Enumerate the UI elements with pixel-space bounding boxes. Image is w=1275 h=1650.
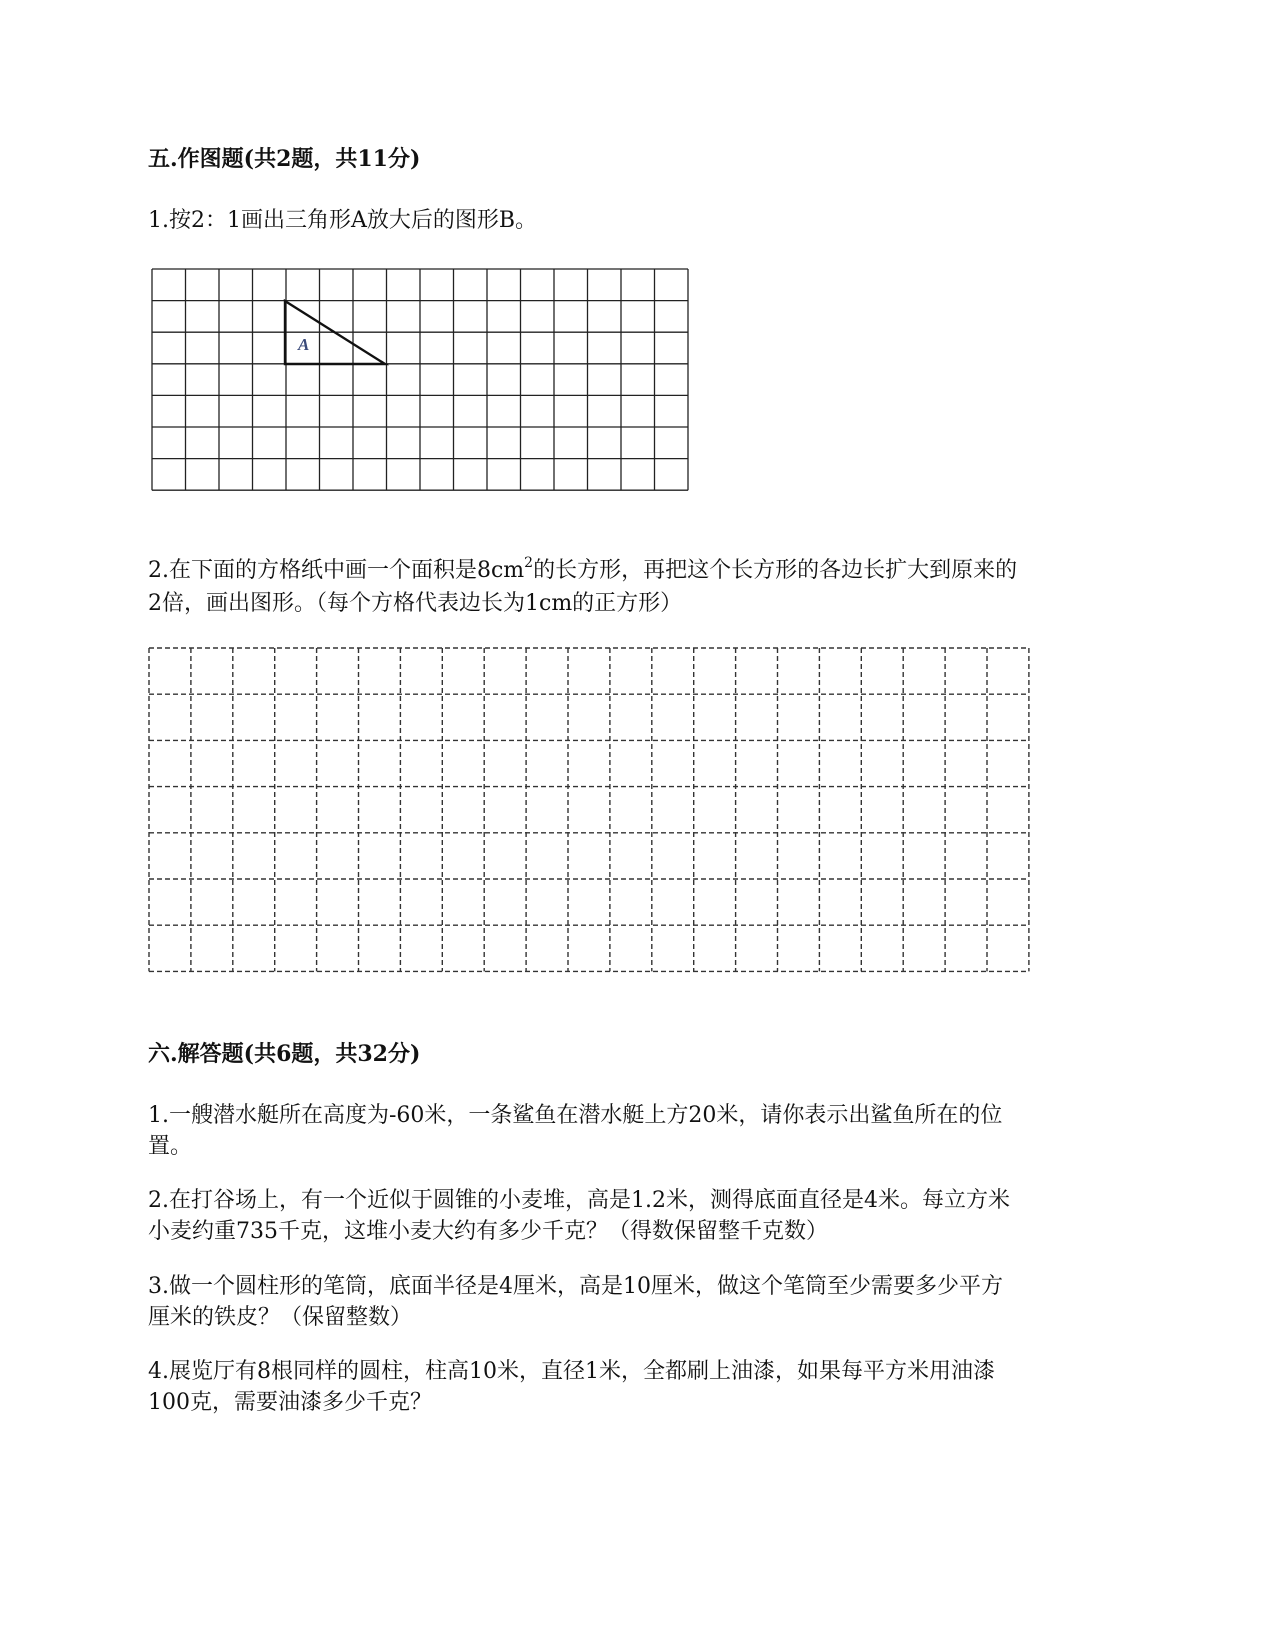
answer-question-2-line1: 2.在打谷场上，有一个近似于圆锥的小麦堆，高是1.2米，测得底面直径是4米。每立方米 (148, 1188, 1010, 1213)
section-heading-answers: 六.解答题(共6题，共32分) (148, 1041, 421, 1067)
superscript-2: 2 (524, 554, 534, 571)
question-2-drawing-line1 (148, 554, 1017, 588)
answer-question-3-line2: 厘米的铁皮？（保留整数） (148, 1305, 413, 1330)
answer-question-3-line1: 3.做一个圆柱形的笔筒，底面半径是4厘米，高是10厘米，做这个笔筒至少需要多少平方 (148, 1274, 1003, 1299)
dashed-grid (146, 645, 1032, 975)
section-heading-drawing: 五.作图题(共2题，共11分) (148, 146, 421, 172)
grid-triangle-a (150, 266, 692, 496)
question-2-drawing-line2: 2倍，画出图形。（每个方格代表边长为1cm的正方形） (148, 591, 683, 616)
question-2-text-a: 2.在下面的方格纸中画一个面积是8cm (148, 558, 525, 583)
answer-question-1-line1: 1.一艘潜水艇所在高度为-60米，一条鲨鱼在潜水艇上方20米，请你表示出鲨鱼所在的位 (148, 1103, 1003, 1128)
answer-question-4-line2: 100克，需要油漆多少千克？ (148, 1390, 432, 1415)
answer-question-1-line2: 置。 (148, 1134, 193, 1159)
question-2-text-b: 的长方形，再把这个长方形的各边长扩大到原来的 (533, 558, 1018, 583)
triangle-a-label: A (298, 335, 310, 354)
answer-question-2-line2: 小麦约重735千克，这堆小麦大约有多少千克？（得数保留整千克数） (148, 1219, 828, 1244)
answer-question-4-line1: 4.展览厅有8根同样的圆柱，柱高10米，直径1米，全都刷上油漆，如果每平方米用油漆 (148, 1359, 995, 1384)
question-1-drawing-text: 1.按2：1画出三角形A放大后的图形B。 (148, 208, 538, 233)
